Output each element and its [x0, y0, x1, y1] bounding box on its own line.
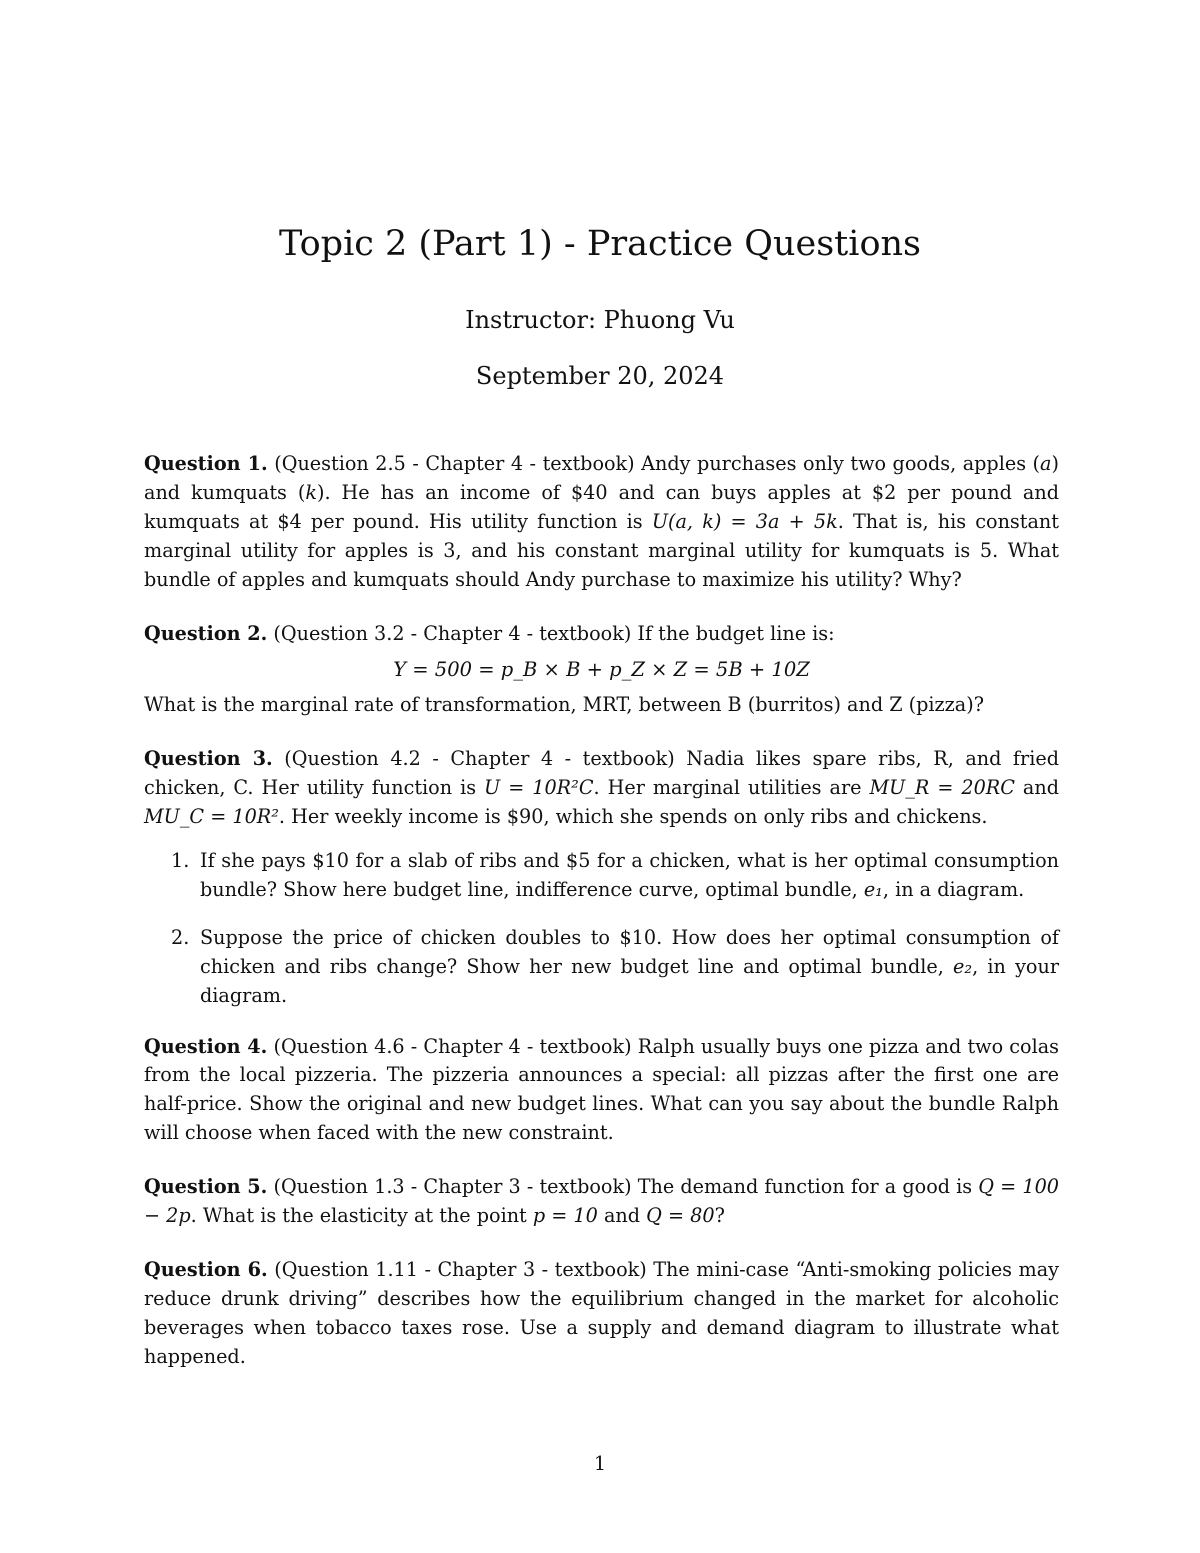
question-text: (Question 1.3 - Chapter 3 - textbook) The demand function for a good is: [267, 1175, 979, 1199]
question-label: Question 3.: [144, 747, 273, 771]
question-text: (Question 2.5 - Chapter 4 - textbook) Andy purchases only two goods, apples (: [267, 452, 1041, 475]
question-text: (Question 1.11 - Chapter 3 - textbook) The mini-case “Anti-smoking policies may reduce drunk driving” describes how the equilibrium changed in the market for alcoholic beverages when tobacco taxes rose. Use a supply and demand diagram to illustrate what happened.: [144, 1257, 1059, 1368]
math-expression: U = 10R²C: [484, 776, 594, 800]
question-6: [144, 1256, 1059, 1372]
item-text: If she pays $10 for a slab of ribs and $5 for a chicken, what is her optimal consumption bundle? Show here budget line, indifference curve, optimal bundle,: [200, 848, 1059, 901]
question-2-followup: What is the marginal rate of transformation, MRT, between B (burritos) and Z (pizza)?: [144, 693, 984, 717]
question-5: [144, 1173, 1059, 1231]
item-text: , in your diagram.: [200, 954, 1059, 1007]
question-text: . What is the elasticity at the point: [190, 1204, 533, 1228]
question-text: (Question 4.6 - Chapter 4 - textbook) Ralph usually buys one pizza and two colas from the local pizzeria. The pizzeria announces a special: all pizzas after the first one are half-price. Show the original and new budget lines. What can you say about the bundle Ralph will choose when faced with the new constraint.: [144, 1034, 1059, 1145]
item-text: Suppose the price of chicken doubles to $10. How does her optimal consumption of chicken and ribs change? Show her new budget line and optimal bundle,: [200, 925, 1059, 978]
question-text: . Her marginal utilities are: [593, 776, 870, 800]
budget-equation: [144, 656, 1059, 685]
math-var: k: [305, 480, 317, 504]
math-var: e₁: [863, 877, 883, 901]
math-expression: Y = 500 = p_B × B + p_Z × Z = 5B + 10Z: [393, 658, 810, 682]
question-label: Question 5.: [144, 1175, 268, 1199]
question-3-subitems: [144, 847, 1059, 1011]
math-expression: p = 10: [532, 1204, 598, 1228]
math-expression: U(a, k) = 3a + 5k: [651, 509, 838, 533]
question-text: . That is, his constant marginal utility for apples is 3, and his constant marginal utility for kumquats is 5. What bundle of apples and kumquats should Andy purchase to maximize his utility? Why?: [144, 509, 1059, 591]
page-number: 1: [593, 1452, 607, 1475]
question-text: (Question 3.2 - Chapter 4 - textbook) If the budget line is:: [267, 621, 835, 645]
question-4: [144, 1033, 1059, 1149]
question-text: and: [1014, 776, 1059, 800]
math-var: e₂: [953, 954, 973, 978]
question-text: (Question 4.2 - Chapter 4 - textbook) Nadia likes spare ribs, R, and fried chicken, C. Her utility function is: [144, 747, 1059, 800]
questions-body: [144, 450, 1059, 1397]
document-date: September 20, 2024: [475, 362, 725, 390]
question-label: Question 2.: [144, 621, 268, 645]
question-label: Question 4.: [144, 1034, 268, 1058]
list-item: [144, 847, 1059, 905]
question-label: Question 6.: [144, 1257, 268, 1281]
item-number: 2.: [171, 925, 190, 949]
question-label: Question 1.: [144, 452, 268, 475]
question-2: [144, 620, 1059, 649]
math-expression: MU_R = 20RC: [869, 776, 1015, 800]
math-expression: MU_C = 10R²: [144, 805, 279, 829]
question-text: ). He has an income of $40 and can buys apples at $2 per pound and kumquats at $4 per pound. His utility function is: [144, 480, 1059, 533]
question-text: and: [597, 1204, 647, 1228]
question-3: [144, 745, 1059, 832]
instructor-line: Instructor: Phuong Vu: [465, 306, 735, 334]
question-text: ?: [714, 1204, 725, 1228]
math-expression: Q = 100 − 2p: [144, 1175, 1059, 1228]
document-title: Topic 2 (Part 1) - Practice Questions: [278, 224, 922, 264]
question-text: . Her weekly income is $90, which she spends on only ribs and chickens.: [278, 805, 988, 829]
item-number: 1.: [171, 848, 190, 872]
question-text: ) and kumquats (: [144, 452, 1059, 504]
math-expression: Q = 80: [646, 1204, 715, 1228]
list-item: [144, 924, 1059, 1011]
math-var: a: [1040, 452, 1052, 475]
question-1: [144, 450, 1059, 595]
item-text: , in a diagram.: [882, 877, 1025, 901]
